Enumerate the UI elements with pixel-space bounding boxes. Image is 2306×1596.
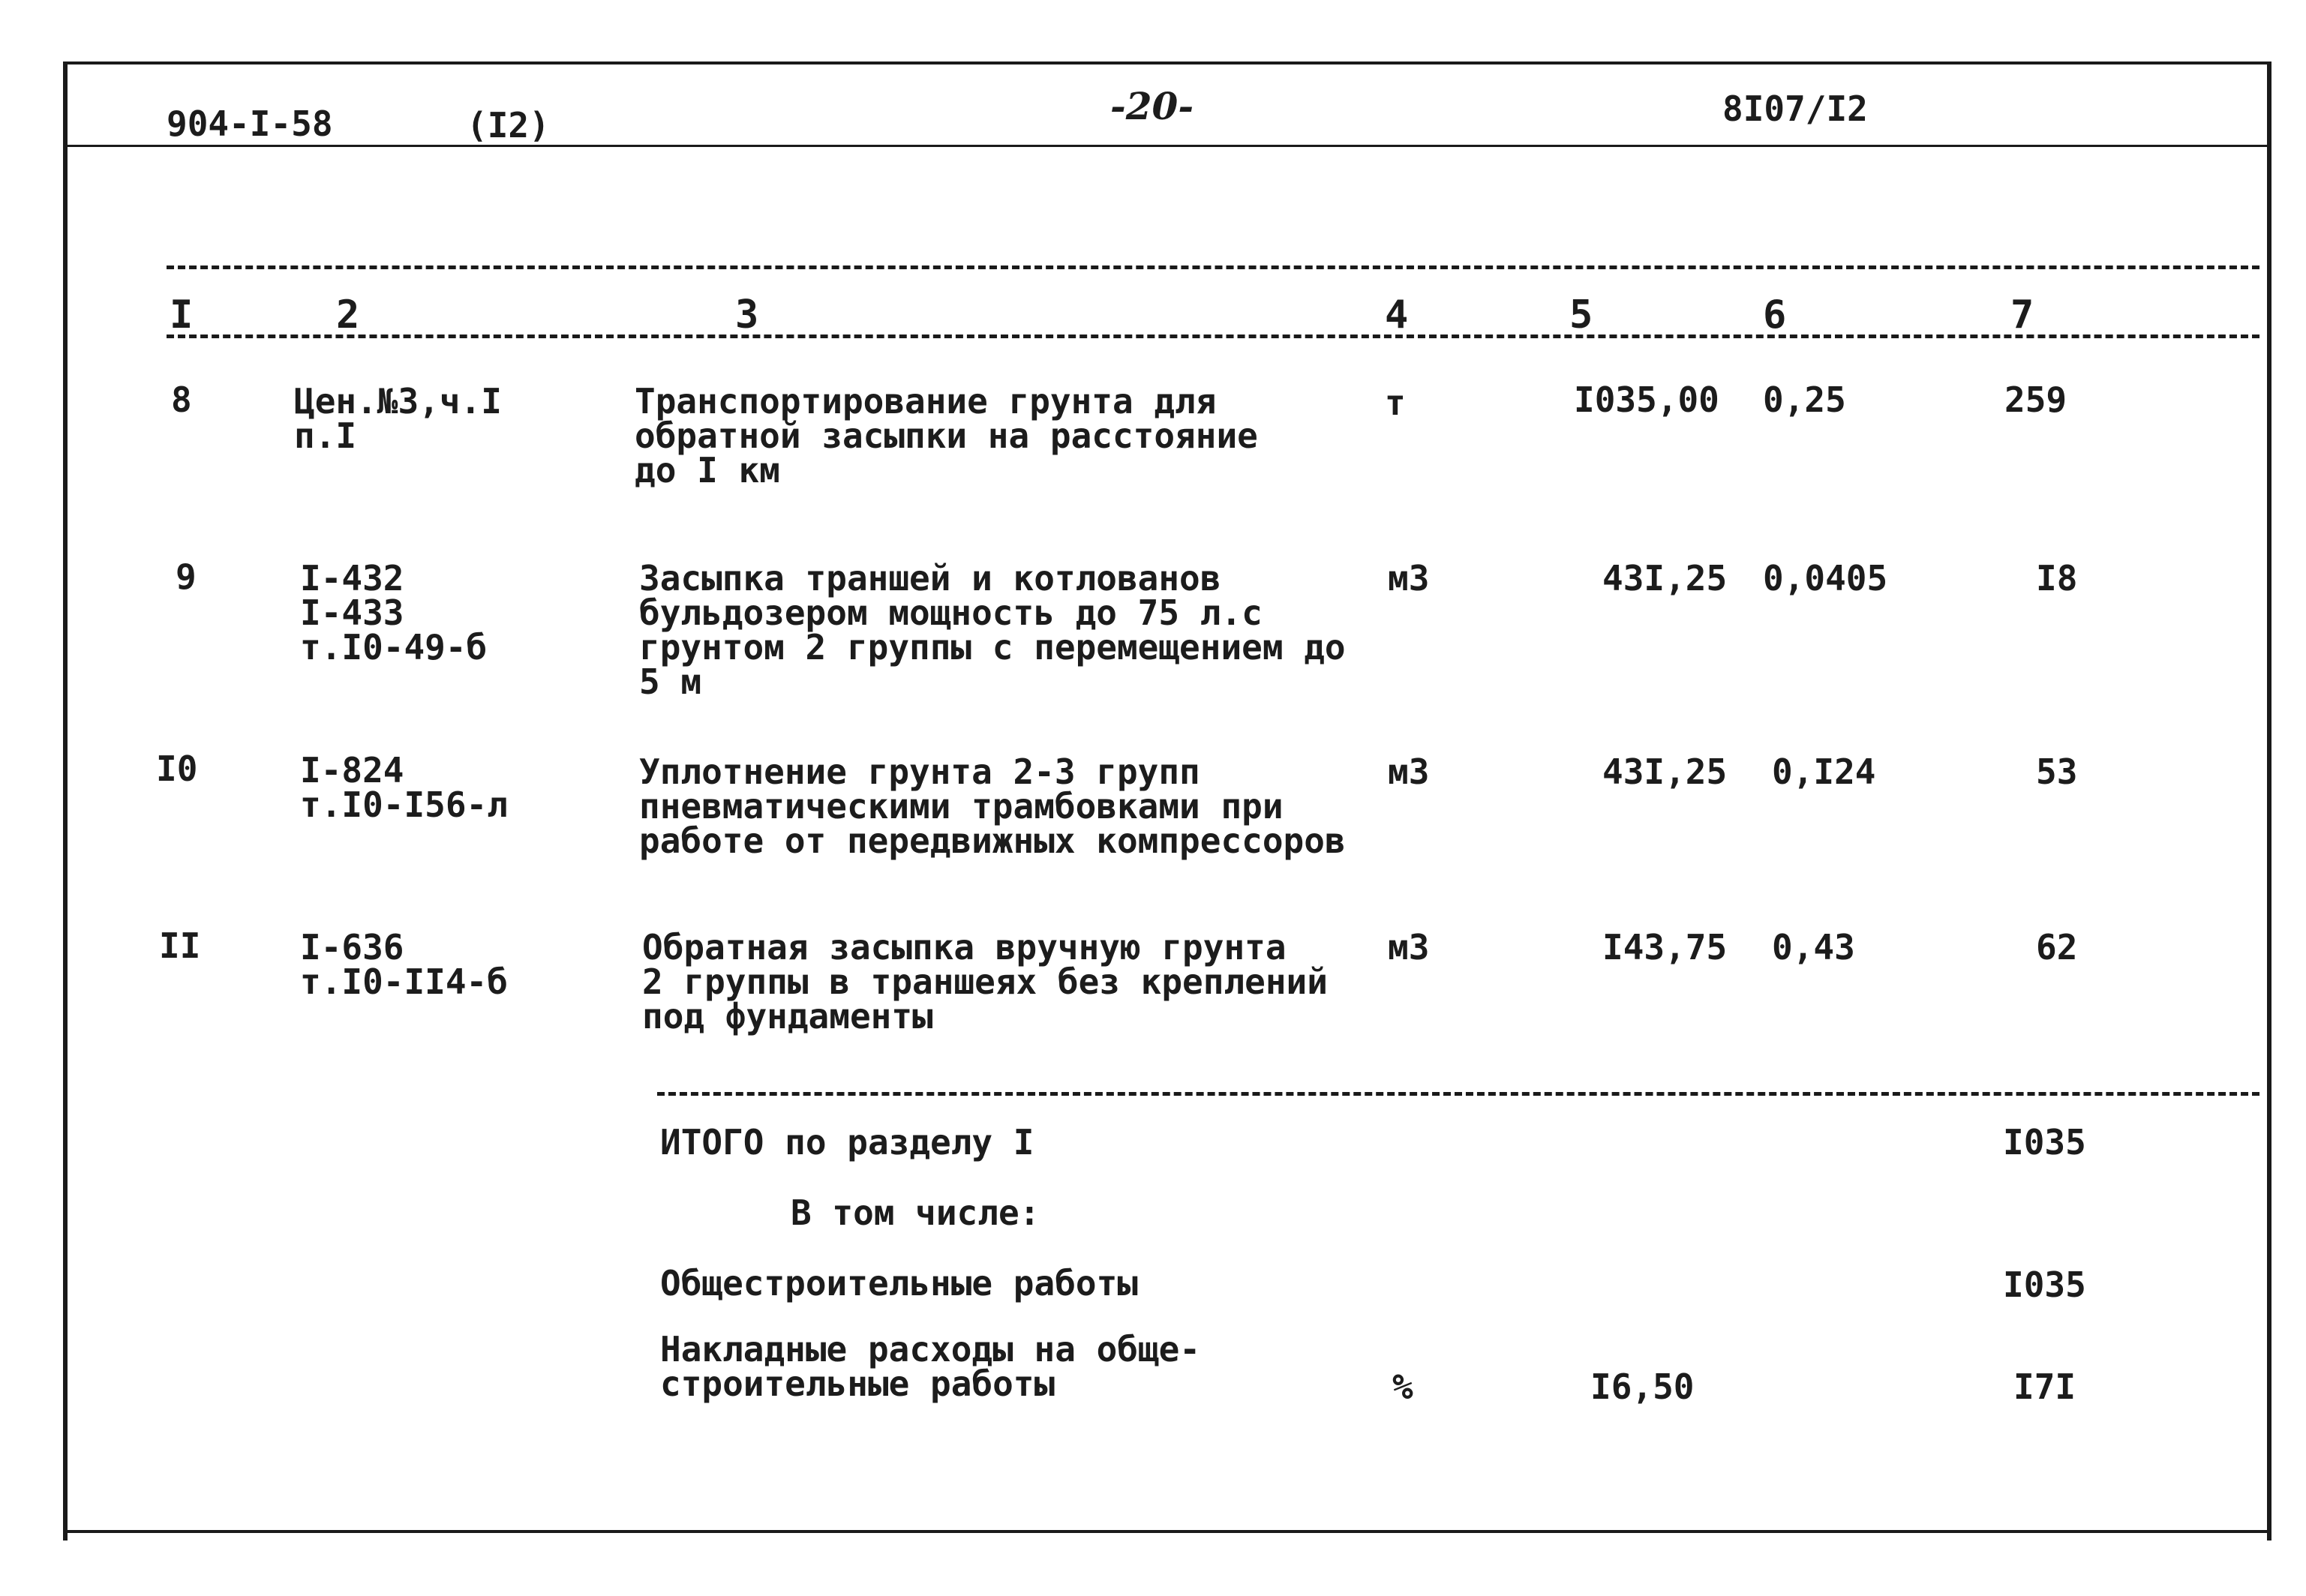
general-works-value: I035 [2003,1264,2086,1305]
bottom-rule [63,1530,2270,1533]
row-cost: 53 [2036,752,2078,792]
code-line: т.I0-II4-б [300,962,508,1002]
row-number: 8 [171,380,192,420]
description-line: работе от передвижных компрессоров [639,820,1346,861]
description-line: грунтом 2 группы с перемещением до [639,627,1346,668]
row-cost: 62 [2036,927,2078,968]
description-line: Уплотнение грунта 2-3 групп [639,752,1200,792]
row-rate: 0,I24 [1772,752,1876,792]
row-description [635,381,1385,490]
project-number: 8I07/I2 [1722,88,1868,129]
total-label: ИТОГО по разделу I [660,1122,1034,1162]
description-line: Обратная засыпка вручную грунта [642,927,1287,968]
code-line: т.I0-I56-л [300,784,508,825]
doc-part: (I2) [467,105,550,146]
row-number: I0 [156,748,198,789]
row-code [300,927,508,1002]
description-line: до I км [635,450,780,490]
description-line: 2 группы в траншеях без креплений [642,962,1328,1002]
row-code [294,381,502,456]
overhead-label-line: строительные работы [660,1364,1055,1404]
column-number: 6 [1763,292,1787,338]
row-rate: 0,25 [1763,380,1846,420]
including-label: В том числе: [791,1192,1040,1233]
row-number: 9 [176,556,197,597]
row-cost: 259 [2004,380,2067,420]
row-unit: т [1385,382,1406,423]
column-number: 4 [1385,292,1409,338]
description-line: бульдозером мощность до 75 л.с [639,592,1263,633]
row-quantity: 43I,25 [1602,558,1728,598]
row-description [639,752,1389,861]
page-number: -20- [1110,84,1194,128]
description-line: 5 м [639,662,702,702]
general-works-label: Общестроительные работы [660,1263,1138,1304]
table-header-rule [167,334,2259,338]
row-quantity: 43I,25 [1602,752,1728,792]
overhead-label [660,1329,1201,1404]
overhead-rate: I6,50 [1590,1366,1695,1407]
row-cost: I8 [2036,558,2078,598]
row-code [300,558,488,668]
row-unit: м3 [1388,927,1430,968]
row-quantity: I43,75 [1602,927,1728,968]
row-number: II [159,926,201,966]
total-value: I035 [2003,1122,2086,1162]
column-number: 5 [1569,292,1593,338]
row-rate: 0,0405 [1763,558,1888,598]
row-unit: м3 [1388,752,1430,792]
summary-rule [657,1092,2259,1096]
column-number: 2 [336,292,360,338]
column-number: 3 [735,292,759,338]
code-line: I-636 [300,927,404,968]
table-top-rule [167,266,2259,269]
overhead-unit: % [1392,1366,1413,1407]
code-line: п.I [294,416,357,456]
overhead-value: I7I [2013,1366,2076,1407]
description-line: Засыпка траншей и котлованов [639,558,1221,598]
row-code [300,750,508,825]
row-rate: 0,43 [1772,927,1855,968]
row-unit: м3 [1388,558,1430,598]
description-line: под фундаменты [642,996,933,1036]
description-line: обратной засыпки на расстояние [635,416,1258,456]
row-description [642,927,1392,1036]
code-line: I-432 [300,558,404,598]
code-line: I-433 [300,592,404,633]
code-line: Цен.№3,ч.I [294,381,502,422]
code-line: т.I0-49-б [300,627,488,668]
row-quantity: I035,00 [1574,380,1719,420]
column-number: I [170,292,194,338]
description-line: Транспортирование грунта для [635,381,1217,422]
column-number: 7 [2010,292,2034,338]
overhead-label-line: Накладные расходы на обще- [660,1329,1201,1370]
description-line: пневматическими трамбовками при [639,786,1284,826]
code-line: I-824 [300,750,404,790]
row-description [639,558,1389,702]
header-rule [63,145,2267,147]
doc-code: 904-I-58 [167,104,333,144]
